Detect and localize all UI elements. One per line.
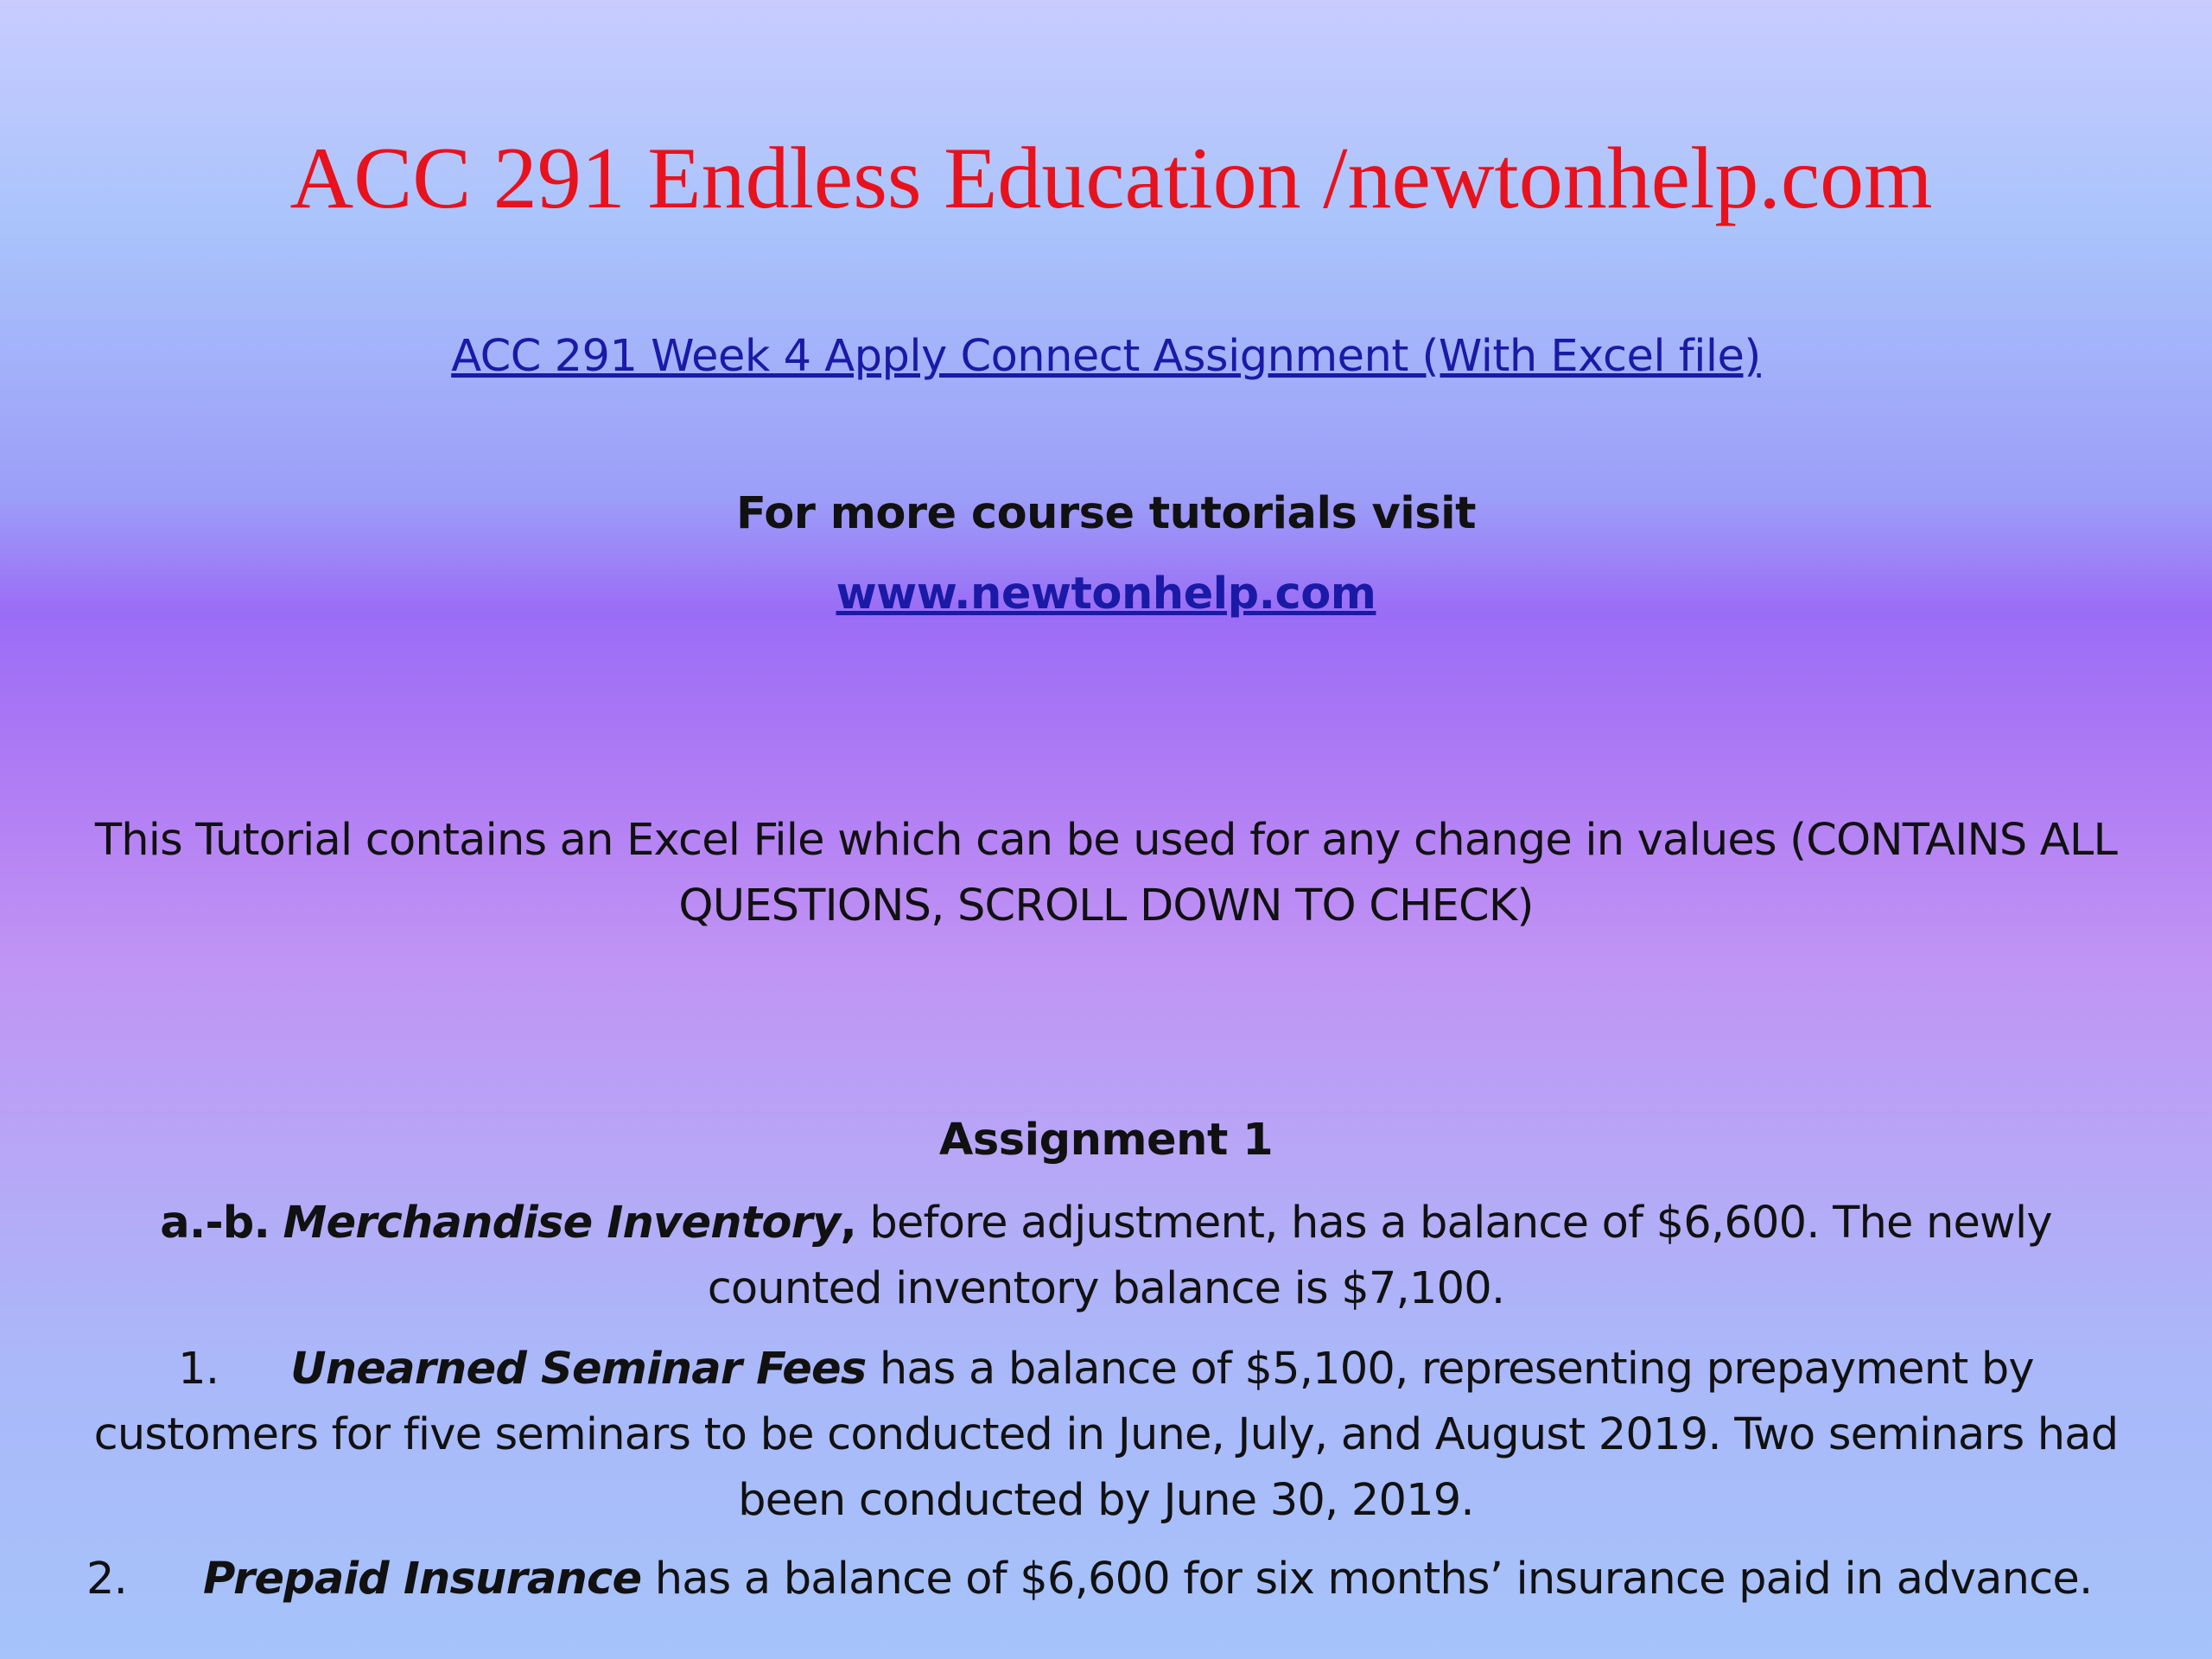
- item-1-paragraph: [82, 1337, 2130, 1534]
- slide-title: ACC 291 Endless Education /newtonhelp.com: [289, 130, 1933, 227]
- item-ab-label: a.-b.: [160, 1198, 270, 1249]
- more-tutorials-text: For more course tutorials visit: [735, 488, 1476, 539]
- website-link[interactable]: www.newtonhelp.com: [836, 569, 1376, 620]
- item-ab-paragraph: [82, 1191, 2130, 1322]
- item-ab-text: before adjustment, has a balance of $6,600. The newly counted inventory balance is $7,100.: [707, 1198, 2052, 1314]
- item-ab-term: Merchandise Inventory: [283, 1198, 841, 1249]
- tutorial-description: This Tutorial contains an Excel File which can be used for any change in values (CONTAINS ALL QUESTIONS, SCROLL DOWN TO CHECK): [94, 815, 2118, 931]
- item-1-term: Unearned Seminar Fees: [290, 1344, 867, 1395]
- item-2-term: Prepaid Insurance: [203, 1554, 642, 1605]
- item-2-paragraph: [86, 1547, 2177, 1612]
- item-2-text: has a balance of $6,600 for six months’ insurance paid in advance.: [654, 1554, 2093, 1605]
- item-ab-punct: ,: [840, 1198, 856, 1249]
- item-1-text: has a balance of $5,100, representing prepayment by customers for five seminars to be conducted in June, July, and August 2019. Two seminars had been conducted by June 30, 2019.: [93, 1344, 2119, 1526]
- item-2-number: 2.: [86, 1554, 128, 1605]
- assignment-link[interactable]: ACC 291 Week 4 Apply Connect Assignment (With Excel file): [451, 331, 1761, 382]
- assignment-heading: Assignment 1: [938, 1115, 1274, 1166]
- item-1-number: 1.: [178, 1344, 219, 1395]
